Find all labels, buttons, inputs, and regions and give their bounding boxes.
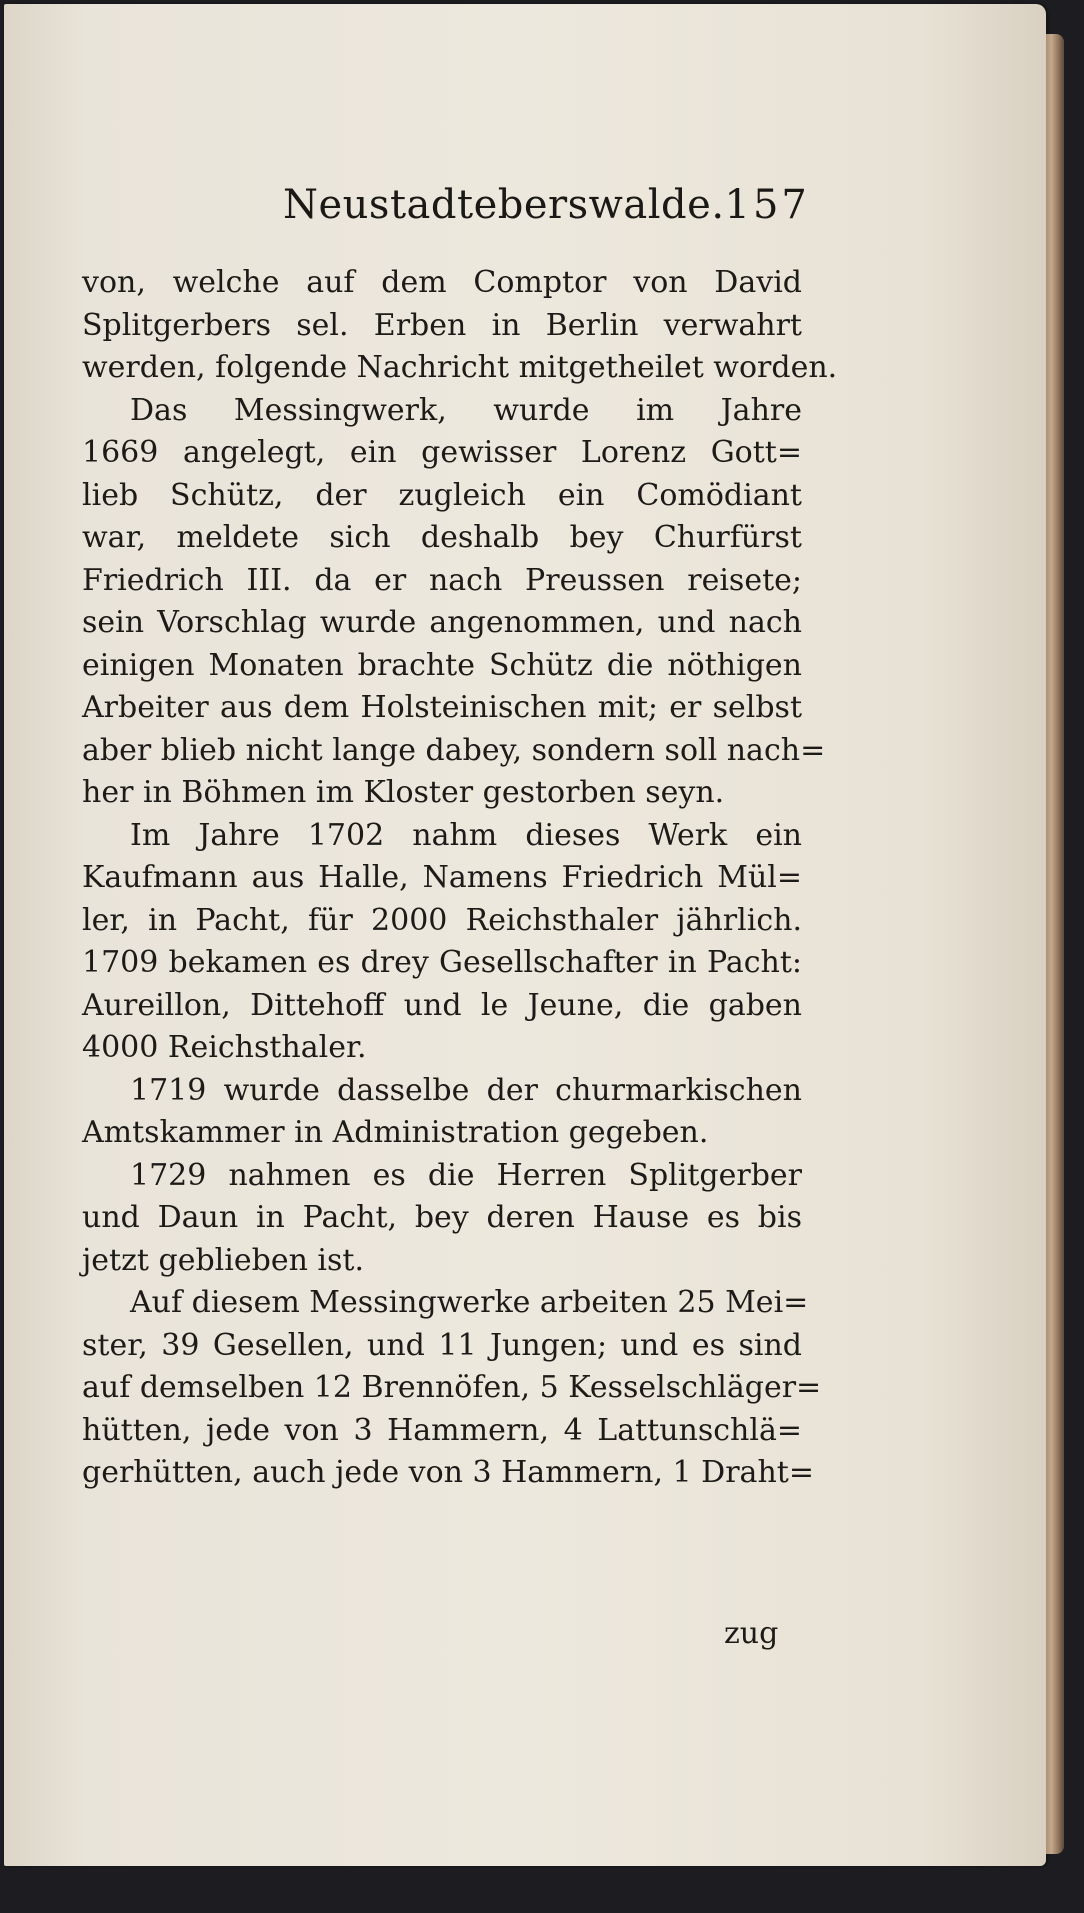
text-line: jetzt geblieben ist. xyxy=(82,1242,365,1278)
text-line: Im Jahre 1702 nahm dieses Werk ein xyxy=(130,817,802,853)
text-line: 1729 nahmen es die Herren Splitgerber xyxy=(130,1157,802,1193)
text-line: Das Messingwerk, wurde im Jahre xyxy=(130,392,802,428)
text-line: Amtskammer in Administration gegeben. xyxy=(82,1115,709,1150)
running-header xyxy=(283,182,810,228)
text-line: aber blieb nicht lange dabey, sondern soll nach= xyxy=(82,732,826,768)
page-edge-stack xyxy=(1046,34,1064,1854)
text-line: Arbeiter aus dem Holsteinischen mit; er selbst xyxy=(82,690,802,725)
text-line: Aureillon, Dittehoff und le Jeune, die gaben xyxy=(82,987,802,1023)
text-line: werden, folgende Nachricht mitgetheilet worden. xyxy=(82,350,838,385)
text-line: und Daun in Pacht, bey deren Hause es bis xyxy=(82,1200,802,1235)
text-line: hütten, jede von 3 Hammern, 4 Lattunschlä= xyxy=(82,1412,802,1448)
text-line: 1709 bekamen es drey Gesellschafter in Pacht: xyxy=(82,945,802,980)
page-body-text xyxy=(82,262,838,1495)
text-line: 1669 angelegt, ein gewisser Lorenz Gott= xyxy=(82,435,802,470)
text-line: sein Vorschlag wurde angenommen, und nach xyxy=(82,605,802,640)
text-line: ster, 39 Gesellen, und 11 Jungen; und es sind xyxy=(82,1327,802,1363)
page-title: Neustadteberswalde. xyxy=(283,182,725,228)
text-line: lieb Schütz, der zugleich ein Comödiant xyxy=(82,477,802,513)
text-line: 1719 wurde dasselbe der churmarkischen xyxy=(130,1072,802,1108)
text-line: war, meldete sich deshalb bey Churfürst xyxy=(82,520,802,555)
text-line: einigen Monaten brachte Schütz die nöthigen xyxy=(82,647,802,683)
text-line: gerhütten, auch jede von 3 Hammern, 1 Draht= xyxy=(82,1455,814,1490)
catchword: zug xyxy=(724,1616,779,1651)
text-line: Auf diesem Messingwerke arbeiten 25 Mei= xyxy=(130,1285,809,1320)
text-line: Kaufmann aus Halle, Namens Friedrich Mül= xyxy=(82,860,802,895)
text-line: auf demselben 12 Brennöfen, 5 Kesselschläger= xyxy=(82,1370,822,1405)
text-line: Friedrich III. da er nach Preussen reisete; xyxy=(82,562,802,598)
text-line: her in Böhmen im Kloster gestorben seyn. xyxy=(82,775,725,810)
text-line: von, welche auf dem Comptor von David xyxy=(82,265,802,300)
text-line: 4000 Reichsthaler. xyxy=(82,1030,367,1065)
text-line: Splitgerbers sel. Erben in Berlin verwahrt xyxy=(82,307,802,343)
text-line: ler, in Pacht, für 2000 Reichsthaler jährlich. xyxy=(82,902,802,938)
book-page xyxy=(4,4,1046,1866)
page-number: 157 xyxy=(724,182,810,228)
